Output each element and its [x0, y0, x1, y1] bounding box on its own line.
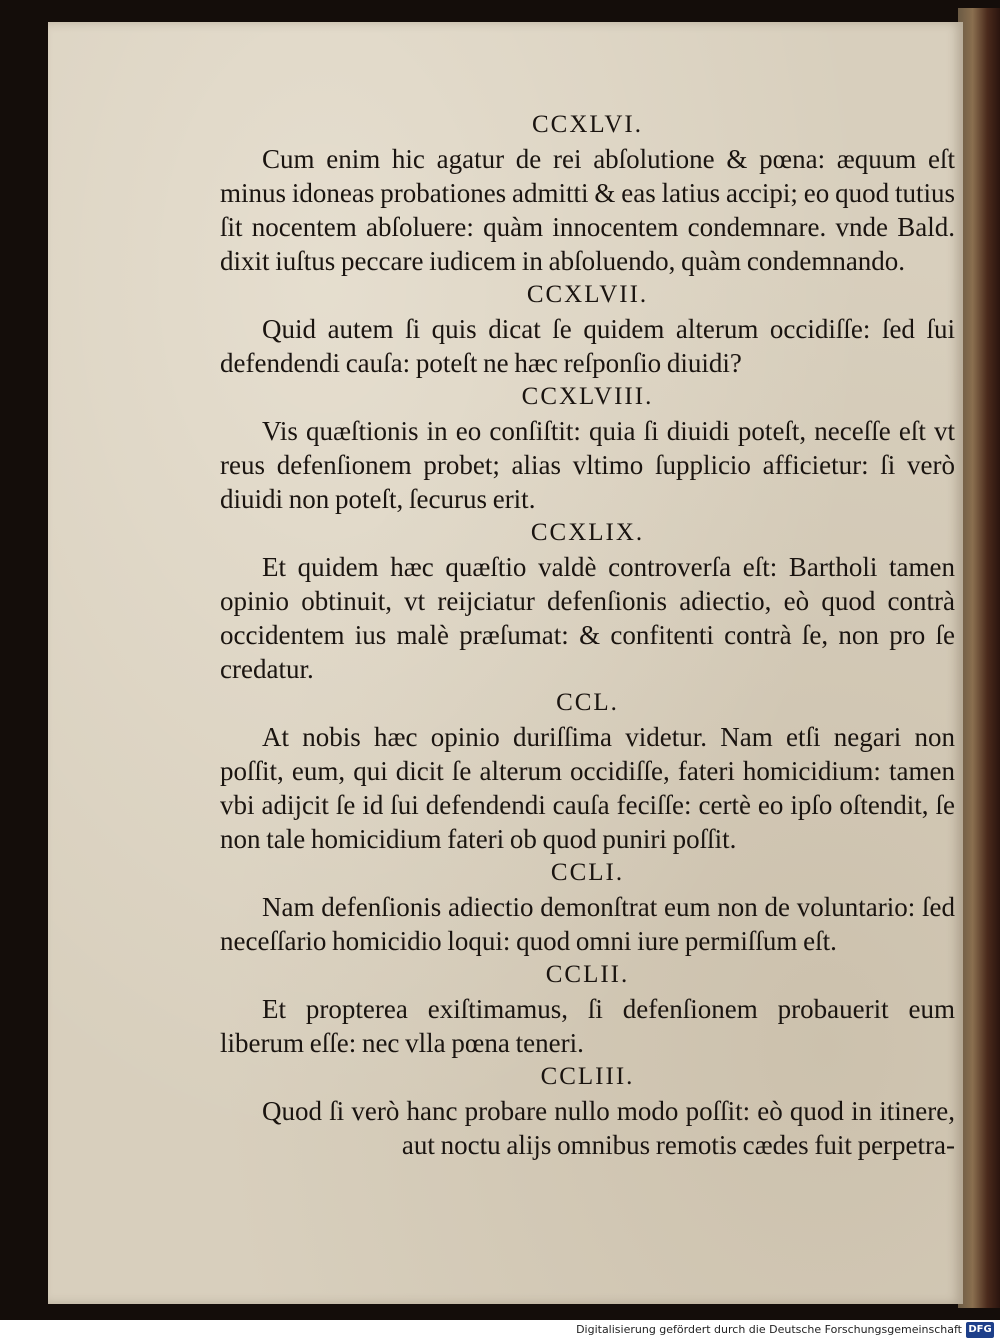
section-paragraph: Quod ſi verò hanc probare nullo modo poſſit: eò quod in itinere, aut noctu alijs omnibus remotis cædes fuit perpetra-: [262, 1096, 955, 1160]
section-heading: CCL.: [556, 689, 619, 716]
section-heading: CCLI.: [550, 859, 625, 886]
digitization-footer: [0, 1320, 1000, 1342]
dfg-logo: DFG: [966, 1322, 994, 1338]
section-paragraph: Nam defenſionis adiectio demonſtrat eum non de voluntario: ſed neceſſario homicidio loqui: quod omni iure permiſſum eſt.: [220, 892, 955, 956]
funding-credit: Digitalisierung gefördert durch die Deutsche Forschungsgemeinschaft: [576, 1323, 962, 1336]
section-paragraph: Vis quæſtionis in eo conſiſtit: quia ſi diuidi poteſt, neceſſe eſt vt reus defenſionem probet; alias vltimo ſupplicio afficietur: ſi verò diuidi non poteſt, ſecurus erit.: [220, 416, 955, 514]
book-spine-edge: [958, 8, 1000, 1308]
page-text: [220, 108, 955, 1162]
section-paragraph: Cum enim hic agatur de rei abſolutione & pœna: æquum eſt minus idoneas probationes admitti & eas latius accipi; eo quod tutius ſit nocentem abſoluere: quàm innocentem condemnare. vnde Bald. dixit iuſtus peccare iudicem in abſoluendo, quàm condemnando.: [220, 144, 955, 276]
section-heading: CCXLIX.: [530, 519, 645, 546]
section-heading: CCXLVI.: [531, 111, 643, 138]
section-heading: CCXLVIII.: [521, 383, 654, 410]
section-heading: CCLII.: [545, 961, 630, 988]
section-paragraph: Quid autem ſi quis dicat ſe quidem alterum occidiſſe: ſed ſui defendendi cauſa: poteſt ne hæc reſponſio diuidi?: [220, 314, 955, 378]
section-heading: CCXLVII.: [526, 281, 649, 308]
section-heading: CCLIII.: [540, 1063, 635, 1090]
section-paragraph: At nobis hæc opinio duriſſima videtur. Nam etſi negari non poſſit, eum, qui dicit ſe alterum occidiſſe, fateri homicidium: tamen vbi adijcit ſe id ſui defendendi cauſa feciſſe: certè eo ipſo oſtendit, ſe non tale homicidium fateri ob quod puniri poſſit.: [220, 722, 955, 854]
section-paragraph: Et propterea exiſtimamus, ſi defenſionem probauerit eum liberum eſſe: nec vlla pœna teneri.: [220, 994, 955, 1058]
section-paragraph: Et quidem hæc quæſtio valdè controverſa eſt: Bartholi tamen opinio obtinuit, vt reijciatur defenſionis adiectio, eò quod contrà occidentem ius malè præſumat: & confitenti contrà ſe, non pro ſe credatur.: [220, 552, 955, 684]
